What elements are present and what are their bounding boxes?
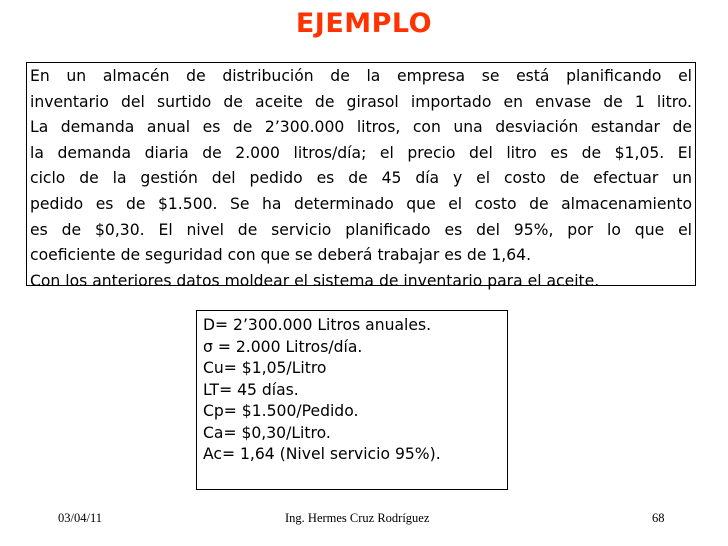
given-data-box (196, 310, 508, 490)
paragraph-line: inventario del surtido de aceite de girasol importado en envase de 1 litro. (30, 92, 692, 111)
paragraph-line: coeficiente de seguridad con que se deberá trabajar es de 1,64. (30, 246, 532, 265)
paragraph-line: es de $0,30. El nivel de servicio planificado es del 95%, por lo que el (30, 220, 692, 239)
data-line-lead-time: LT= 45 días. (203, 380, 299, 399)
problem-statement-box (26, 62, 696, 290)
paragraph-line: La demanda anual es de 2’300.000 litros, con una desviación estandar de (30, 118, 692, 137)
paragraph-line: pedido es de $1.500. Se ha determinado que el costo de almacenamiento (30, 194, 692, 213)
paragraph-line: En un almacén de distribución de la empresa se está planificando el (30, 67, 692, 85)
footer-page-number: 68 (652, 511, 665, 525)
data-line-demand: D= 2’300.000 Litros anuales. (203, 316, 432, 334)
data-line-holding-cost: Ca= $0,30/Litro. (203, 423, 331, 442)
data-line-order-cost: Cp= $1.500/Pedido. (203, 402, 359, 420)
footer-author: Ing. Hermes Cruz Rodríguez (285, 511, 430, 525)
data-line-safety-coefficient: Ac= 1,64 (Nivel servicio 95%). (203, 445, 441, 463)
data-line-unit-cost: Cu= $1,05/Litro (203, 359, 327, 377)
paragraph-line: Con los anteriores datos moldear el sistema de inventario para el aceite. (30, 271, 600, 290)
slide-title: EJEMPLO (295, 8, 433, 39)
paragraph-line: ciclo de la gestión del pedido es de 45 día y el costo de efectuar un (30, 169, 692, 188)
data-line-sigma: σ = 2.000 Litros/día. (203, 337, 363, 356)
paragraph-line: la demanda diaria de 2.000 litros/día; el precio del litro es de $1,05. El (30, 143, 692, 162)
footer-date: 03/04/11 (58, 511, 102, 525)
